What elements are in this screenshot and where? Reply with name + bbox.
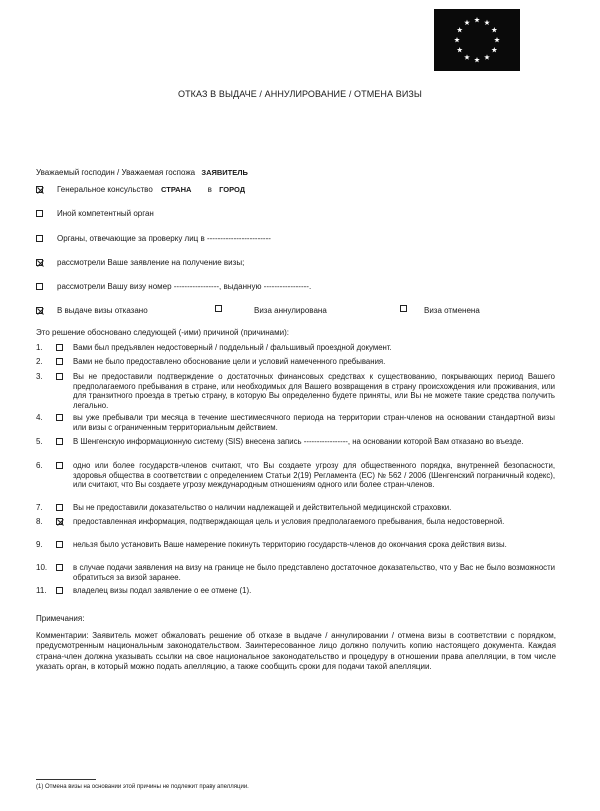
reason-text: В Шенгенскую информационную систему (SIS) внесена запись -----------------, на основании которой Вам отказано во въезде.: [73, 437, 524, 446]
reason-number: 6.: [36, 461, 43, 470]
reason-text: Вами не было предоставлено обоснование цели и условий намеченного пребывания.: [73, 357, 386, 366]
eu-star-icon: [474, 57, 480, 62]
reason-text: вы уже пребывали три месяца в течение шестимесячного периода на территории стран-членов на основании стандартной визы или визы с ограниченным территориальным действием.: [73, 413, 555, 432]
eu-star-icon: [491, 27, 497, 32]
eu-flag-icon: [434, 9, 520, 71]
reason-checkbox[interactable]: [56, 344, 63, 351]
reason-checkbox[interactable]: [56, 358, 63, 365]
visa-label: рассмотрели Вашу визу номер -----------------, выданную -----------------.: [57, 282, 312, 291]
eu-star-icon: [494, 37, 500, 42]
comments-text: Комментарии: Заявитель может обжаловать решение об отказе в выдаче / аннулировании / отмена визы в соответствии с порядком, предусмотренным национальным законодательством. Заинтересованное лицо должно получить копию настоящего документа. Каждая страна-член должна указывать ссылки на свое национальное законодательство и процедуру в отношении права апелляции, в том числе указать орган, в который можно подать апелляцию, а также сообщить сроки для подачи такой апелляции.: [36, 631, 556, 672]
footnote-divider: [36, 779, 96, 780]
reason-number: 10.: [36, 563, 48, 572]
visa-checkbox[interactable]: [36, 283, 43, 290]
reason-number: 11.: [36, 586, 47, 595]
eu-star-icon: [491, 47, 497, 52]
eu-star-icon: [454, 37, 460, 42]
consulate-row: [57, 185, 245, 194]
reason-number: 8.: [36, 517, 43, 526]
eu-star-icon: [484, 54, 490, 59]
reason-checkbox[interactable]: [56, 373, 63, 380]
eu-star-icon: [464, 54, 470, 59]
reason-number: 1.: [36, 343, 43, 352]
consulate-checkbox[interactable]: [36, 186, 43, 193]
reason-checkbox[interactable]: [56, 504, 63, 511]
reason-text: одно или более государств-членов считают, что Вы создаете угрозу для общественного порядка, внутренней безопасности, здоровья общества в соответствии с определением Статьи 2(19) Регламента (ЕС) № 562 / 2006 (Шенгенский пограничный кодекс), или считают, что Вы создаете угрозу международным отношениям одного или более стран-членов.: [73, 461, 555, 490]
eu-star-icon: [457, 27, 463, 32]
applicant-name: ЗАЯВИТЕЛЬ: [201, 168, 248, 177]
reason-checkbox[interactable]: [56, 564, 63, 571]
reason-number: 7.: [36, 503, 43, 512]
reason-checkbox[interactable]: [56, 414, 63, 421]
decision-revoked-label: Виза отменена: [424, 306, 480, 315]
reason-text: предоставленная информация, подтверждающая цель и условия предполагаемого пребывания, была недостоверной.: [73, 517, 505, 526]
reason-number: 2.: [36, 357, 43, 366]
consulate-country: СТРАНА: [161, 185, 192, 194]
consulate-city: ГОРОД: [219, 185, 246, 194]
reason-number: 9.: [36, 540, 43, 549]
reason-text: Вы не предоставили подтверждение о достаточных финансовых средствах к существованию, покрывающих период Вашего предполагаемого пребывания в стране, или необходимых для Вашего возвращения в страну происхождения или проживания, или для транзитного проезда в третью страну, в которую Вы определенно будете приняты, или Вы не можете такие средства получить легально.: [73, 372, 555, 410]
application-label: рассмотрели Ваше заявление на получение визы;: [57, 258, 245, 267]
decision-annulled-label: Виза аннулирована: [254, 306, 327, 315]
reason-number: 4.: [36, 413, 43, 422]
other-authority-checkbox[interactable]: [36, 210, 43, 217]
reason-text: нельзя было установить Ваше намерение покинуть территорию государств-членов до окончания срока действия визы.: [73, 540, 507, 549]
reason-text: Вами был предъявлен недостоверный / поддельный / фальшивый проездной документ.: [73, 343, 392, 352]
border-authority-checkbox[interactable]: [36, 235, 43, 242]
footnote: (1) Отмена визы на основании этой причины не подлежит праву апелляции.: [36, 784, 249, 790]
notes-header: Примечания:: [36, 614, 85, 623]
reasons-header: Это решение обосновано следующей (-ими) причиной (причинами):: [36, 328, 289, 337]
eu-star-icon: [457, 47, 463, 52]
page-title: ОТКАЗ В ВЫДАЧЕ / АННУЛИРОВАНИЕ / ОТМЕНА ВИЗЫ: [177, 89, 422, 99]
reason-checkbox[interactable]: [56, 541, 63, 548]
other-authority-label: Иной компетентный орган: [57, 209, 154, 218]
reason-number: 5.: [36, 437, 43, 446]
reason-text: Вы не предоставили доказательство о наличии надлежащей и действительной медицинской страховки.: [73, 503, 452, 512]
reason-checkbox[interactable]: [56, 518, 63, 525]
decision-annulled-checkbox[interactable]: [215, 305, 222, 312]
salutation: [36, 168, 248, 177]
decision-refused-label: В выдаче визы отказано: [57, 306, 148, 315]
reason-text: владелец визы подал заявление о ее отмене (1).: [73, 586, 252, 595]
decision-refused-checkbox[interactable]: [36, 307, 43, 314]
reason-checkbox[interactable]: [56, 587, 63, 594]
application-checkbox[interactable]: [36, 259, 43, 266]
eu-star-icon: [474, 17, 480, 22]
border-authority-label: Органы, отвечающие за проверку лиц в ------------------------: [57, 234, 271, 243]
reason-number: 3.: [36, 372, 43, 381]
salutation-text: Уважаемый господин / Уважаемая госпожа: [36, 168, 196, 177]
consulate-label: Генеральное консульство: [57, 185, 153, 194]
consulate-in: в: [207, 185, 212, 194]
reason-checkbox[interactable]: [56, 438, 63, 445]
reason-checkbox[interactable]: [56, 462, 63, 469]
decision-revoked-checkbox[interactable]: [400, 305, 407, 312]
eu-star-icon: [464, 20, 470, 25]
eu-star-icon: [484, 20, 490, 25]
reason-text: в случае подачи заявления на визу на границе не было представлено достаточное доказательство, что у Вас не было возможности обратиться за визой заранее.: [73, 563, 555, 582]
